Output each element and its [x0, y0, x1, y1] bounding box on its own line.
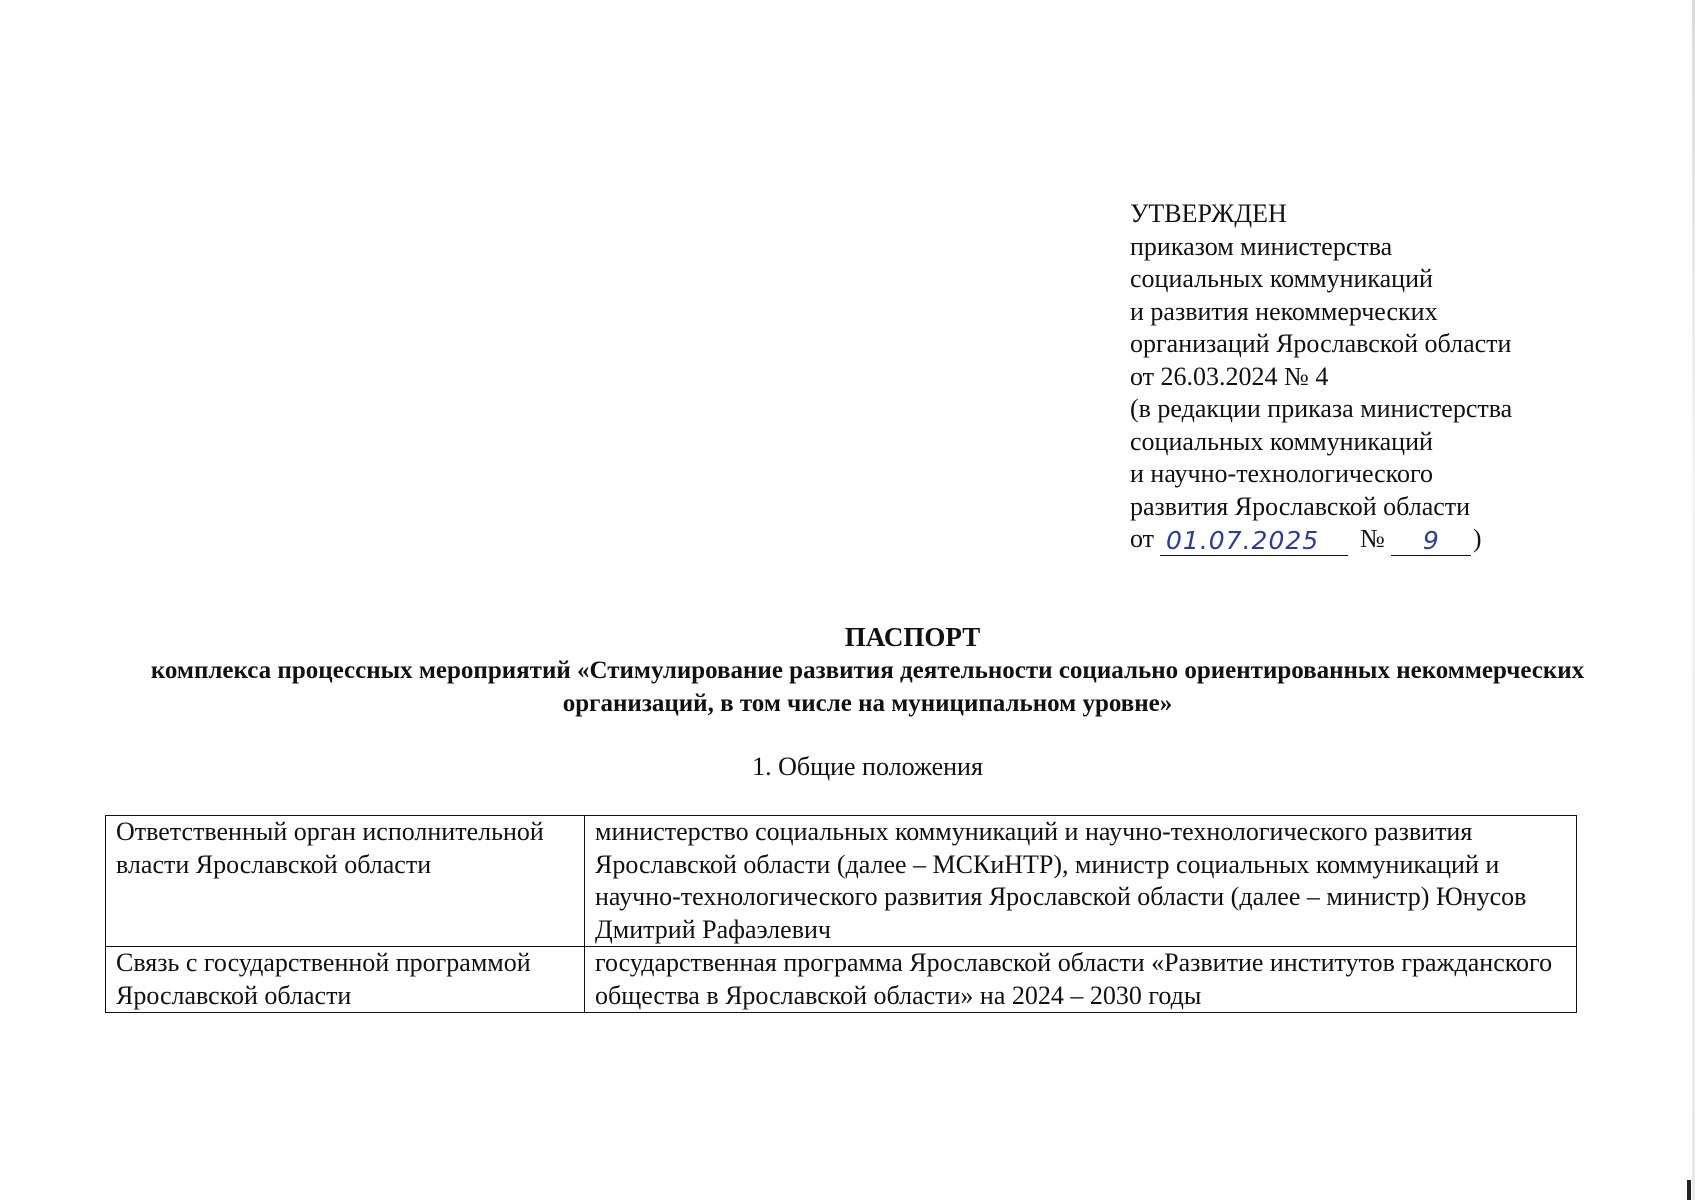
table-row — [106, 947, 1577, 1013]
approval-line: организаций Ярославской области — [1130, 329, 1512, 358]
table-row — [106, 816, 1577, 947]
row-label-cell: Ответственный орган исполнительной власти Ярославской области — [106, 816, 585, 947]
handwritten-number: 9 — [1422, 526, 1439, 555]
approval-line: и развития некоммерческих — [1130, 296, 1438, 326]
date-blank-field — [1160, 527, 1348, 556]
general-provisions-table — [105, 815, 1577, 1013]
number-blank-field — [1391, 527, 1471, 556]
row-label-cell: Связь с государственной программой Ярославской области — [106, 947, 585, 1013]
closing-paren: ) — [1472, 524, 1482, 553]
document-subtitle: комплекса процессных мероприятий «Стимулирование развития деятельности социально ориентированных некоммерческих организаций, в том числе на муниципальном уровне» — [150, 657, 1585, 717]
handwritten-date: 01.07.2025 — [1166, 526, 1320, 555]
approval-line: от 26.03.2024 № 4 — [1130, 361, 1329, 391]
amendment-date-line — [1130, 523, 1630, 556]
document-title-block — [0, 620, 1695, 720]
approval-line: УТВЕРЖДЕН — [1130, 199, 1287, 228]
date-prefix: от — [1130, 524, 1155, 553]
approval-line: (в редакции приказа министерства — [1130, 394, 1513, 423]
row-value-cell: государственная программа Ярославской области «Развитие институтов гражданского общества в Ярославской области» на 2024 – 2030 годы — [585, 947, 1577, 1013]
row-value-cell: министерство социальных коммуникаций и научно-технологического развития Ярославской области (далее – МСКиНТР), министр социальных коммуникаций и научно-технологического развития Ярославской области (далее – министр) Юнусов Дмитрий Рафаэлевич — [585, 816, 1577, 947]
approval-line: приказом министерства — [1130, 231, 1393, 261]
document-title: ПАСПОРТ — [844, 622, 981, 652]
number-sign: № — [1360, 524, 1385, 553]
scan-artifact-mark — [1687, 1180, 1691, 1200]
approval-line: и научно-технологического — [1130, 459, 1434, 488]
approval-line: развития Ярославской области — [1130, 491, 1471, 521]
approval-stamp-block — [1130, 198, 1630, 556]
approval-line: социальных коммуникаций — [1130, 264, 1433, 293]
approval-line: социальных коммуникаций — [1130, 426, 1433, 456]
section-heading: 1. Общие положения — [752, 752, 983, 781]
